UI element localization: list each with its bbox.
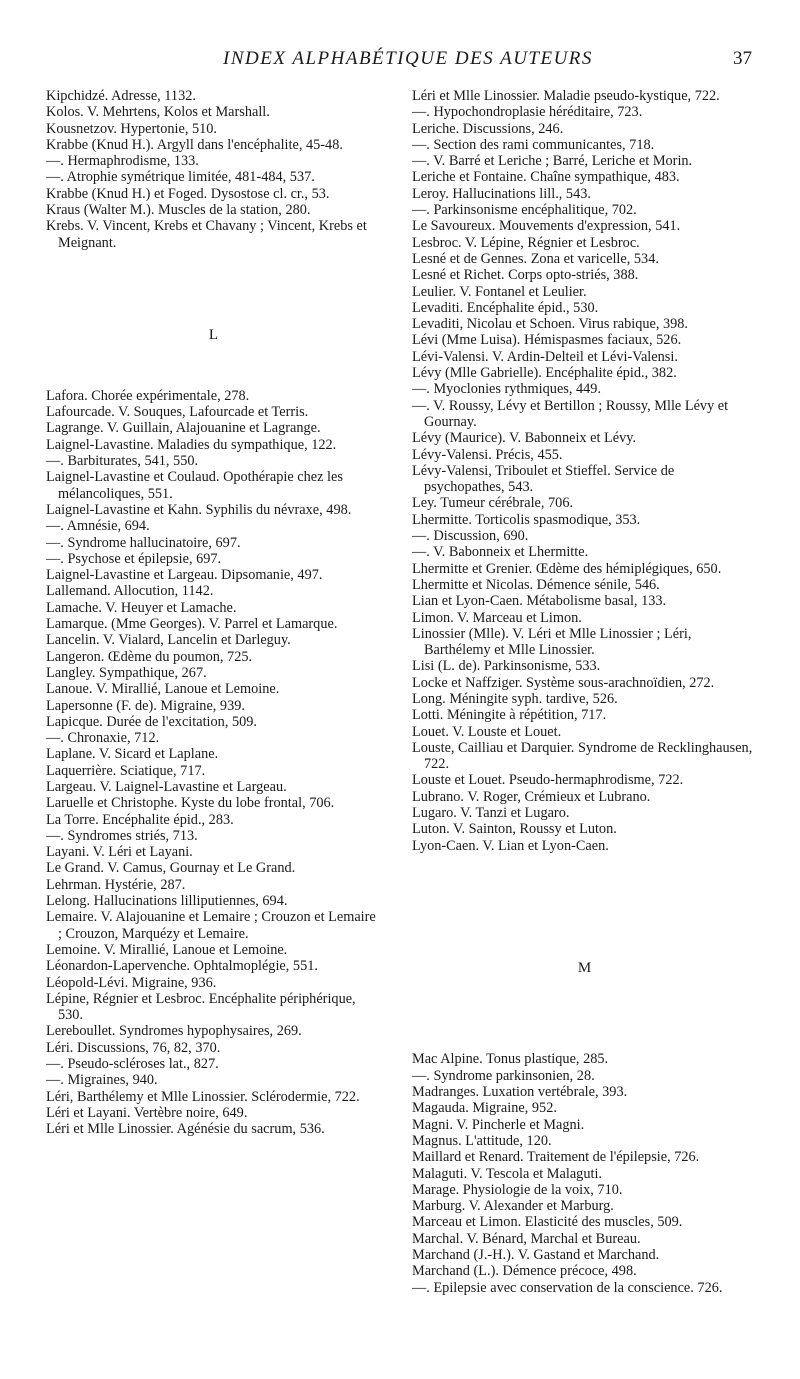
index-entry: Léri. Discussions, 76, 82, 370. bbox=[46, 1039, 221, 1056]
index-entry: Lemaire. V. Alajouanine et Lemaire ; Crouzon et Lemaire ; Crouzon, Marquézy et Lemaire. bbox=[46, 909, 376, 942]
index-entry: Laignel-Lavastine et Kahn. Syphilis du névraxe, 498. bbox=[46, 501, 352, 518]
index-entry: Léri, Barthélemy et Mlle Linossier. Sclérodermie, 722. bbox=[46, 1088, 360, 1105]
spacer bbox=[412, 929, 757, 945]
index-entry: Kraus (Walter M.). Muscles de la station, 280. bbox=[46, 202, 311, 219]
index-entry: —. Epilepsie avec conservation de la conscience. 726. bbox=[412, 1279, 723, 1296]
index-entry: Louste et Louet. Pseudo-hermaphrodisme, 722. bbox=[412, 772, 684, 789]
index-entry: Levaditi, Nicolau et Schoen. Virus rabique, 398. bbox=[412, 316, 689, 333]
index-entry: Kipchidzé. Adresse, 1132. bbox=[46, 88, 196, 104]
spacer bbox=[46, 296, 381, 312]
index-entry: Krabbe (Knud H.). Argyll dans l'encéphalite, 45-48. bbox=[46, 136, 343, 153]
index-entry: Laignel-Lavastine et Coulaud. Opothérapie chez les mélancoliques, 551. bbox=[46, 469, 343, 502]
index-entry: Leriche. Discussions, 246. bbox=[412, 120, 564, 137]
index-entry: Marchand (L.). Démence précoce, 498. bbox=[412, 1263, 637, 1280]
index-entry: Magnus. L'attitude, 120. bbox=[412, 1132, 552, 1149]
index-entry: Laignel-Lavastine. Maladies du sympathique, 122. bbox=[46, 436, 337, 453]
index-entry: Lesné et de Gennes. Zona et varicelle, 534. bbox=[412, 250, 659, 267]
index-entry: —. Myoclonies rythmiques, 449. bbox=[412, 381, 602, 398]
index-entry: —. Psychose et épilepsie, 697. bbox=[46, 550, 222, 567]
spacer bbox=[412, 991, 757, 1007]
index-entry: Lhermitte et Grenier. Œdème des hémiplégiques, 650. bbox=[412, 560, 722, 577]
page-header bbox=[45, 48, 752, 76]
index-entry: —. Amnésie, 694. bbox=[46, 518, 150, 535]
index-entry: —. Pseudo-scléroses lat., 827. bbox=[46, 1056, 219, 1073]
index-entry: Lévy (Maurice). V. Babonneix et Lévy. bbox=[412, 430, 637, 447]
index-entry: —. V. Barré et Leriche ; Barré, Leriche et Morin. bbox=[412, 153, 693, 170]
index-entry: Lelong. Hallucinations lilliputiennes, 694. bbox=[46, 893, 288, 910]
index-entry: —. Parkinsonisme encéphalitique, 702. bbox=[412, 202, 637, 219]
index-entry: Laignel-Lavastine et Largeau. Dipsomanie, 497. bbox=[46, 567, 323, 584]
index-entry: Lehrman. Hystérie, 287. bbox=[46, 876, 186, 893]
index-entry: Léopold-Lévi. Migraine, 936. bbox=[46, 974, 217, 991]
index-entry: —. Syndrome parkinsonien, 28. bbox=[412, 1067, 595, 1084]
index-entry: Malaguti. V. Tescola et Malaguti. bbox=[412, 1165, 602, 1182]
index-entry: —. Syndrome hallucinatoire, 697. bbox=[46, 534, 241, 551]
index-entry: Marchand (J.-H.). V. Gastand et Marchand. bbox=[412, 1247, 660, 1263]
index-entry: Lotti. Méningite à répétition, 717. bbox=[412, 707, 607, 724]
index-entry: Levaditi. Encéphalite épid., 530. bbox=[412, 299, 599, 316]
spacer bbox=[412, 1021, 757, 1037]
index-entry: Laquerrière. Sciatique, 717. bbox=[46, 762, 206, 779]
index-entry: Le Savoureux. Mouvements d'expression, 541. bbox=[412, 218, 681, 235]
index-entry: Lévy (Mlle Gabrielle). Encéphalite épid., 382. bbox=[412, 365, 677, 382]
index-entry: Kolos. V. Mehrtens, Kolos et Marshall. bbox=[46, 104, 270, 121]
index-entry: Layani. V. Léri et Layani. bbox=[46, 844, 193, 861]
index-entry: Lafourcade. V. Souques, Lafourcade et Terris. bbox=[46, 404, 309, 421]
index-entry: Madranges. Luxation vertébrale, 393. bbox=[412, 1084, 628, 1101]
index-entry: Laplane. V. Sicard et Laplane. bbox=[46, 746, 219, 763]
index-entry: —. Discussion, 690. bbox=[412, 528, 529, 545]
index-entry: Langley. Sympathique, 267. bbox=[46, 664, 207, 681]
index-entry: Léri et Mlle Linossier. Maladie pseudo-kystique, 722. bbox=[412, 88, 720, 104]
index-entry: —. Syndromes striés, 713. bbox=[46, 827, 198, 844]
index-entry: Lépine, Régnier et Lesbroc. Encéphalite périphérique, 530. bbox=[46, 990, 356, 1024]
index-entry: Lugaro. V. Tanzi et Lugaro. bbox=[412, 805, 570, 822]
index-entry: Lancelin. V. Vialard, Lancelin et Darleguy. bbox=[46, 632, 291, 649]
index-entry: Lapicque. Durée de l'excitation, 509. bbox=[46, 713, 257, 730]
index-entry: —. Barbiturates, 541, 550. bbox=[46, 453, 199, 470]
index-entry: Marchal. V. Bénard, Marchal et Bureau. bbox=[412, 1230, 641, 1247]
index-entry: Magni. V. Pincherle et Magni. bbox=[412, 1116, 585, 1133]
index-entry: Lagrange. V. Guillain, Alajouanine et Lagrange. bbox=[46, 420, 321, 437]
index-entry: Largeau. V. Laignel-Lavastine et Largeau. bbox=[46, 778, 287, 795]
index-entry: —. Section des rami communicantes, 718. bbox=[412, 136, 655, 153]
index-entry: Lemoine. V. Mirallié, Lanoue et Lemoine. bbox=[46, 941, 288, 958]
index-entry: Limon. V. Marceau et Limon. bbox=[412, 609, 582, 626]
index-entry: La Torre. Encéphalite épid., 283. bbox=[46, 811, 234, 828]
index-entry: Marburg. V. Alexander et Marburg. bbox=[412, 1198, 614, 1215]
running-title: INDEX ALPHABÉTIQUE DES AUTEURS bbox=[223, 48, 593, 69]
index-entry: Lyon-Caen. V. Lian et Lyon-Caen. bbox=[412, 837, 609, 854]
index-entry: Mac Alpine. Tonus plastique, 285. bbox=[412, 1051, 609, 1068]
index-entry: —. Chronaxie, 712. bbox=[46, 730, 160, 747]
index-entry: Lereboullet. Syndromes hypophysaires, 269. bbox=[46, 1023, 302, 1040]
index-entry: Léri et Layani. Vertèbre noire, 649. bbox=[46, 1104, 248, 1121]
section-letter: M bbox=[577, 959, 592, 976]
index-entry: Lévi (Mme Luisa). Hémispasmes faciaux, 526. bbox=[412, 332, 682, 349]
index-entry: Léri et Mlle Linossier. Agénésie du sacrum, 536. bbox=[46, 1121, 325, 1138]
index-entry: Locke et Naffziger. Système sous-arachnoïdien, 272. bbox=[412, 674, 715, 691]
index-entry: Lhermitte. Torticolis spasmodique, 353. bbox=[412, 511, 641, 528]
index-entry: Krabbe (Knud H.) et Foged. Dysostose cl. cr., 53. bbox=[46, 185, 330, 202]
index-entry: Magauda. Migraine, 952. bbox=[412, 1100, 557, 1117]
index-entry: Louet. V. Louste et Louet. bbox=[412, 723, 562, 740]
index-entry: Leroy. Hallucinations lill., 543. bbox=[412, 185, 591, 202]
index-entry: —. Hermaphrodisme, 133. bbox=[46, 153, 199, 170]
index-entry: Lisi (L. de). Parkinsonisme, 533. bbox=[412, 658, 601, 675]
index-entry: Lubrano. V. Roger, Crémieux et Lubrano. bbox=[412, 788, 651, 805]
index-entry: Langeron. Œdème du poumon, 725. bbox=[46, 648, 253, 665]
index-entry: —. V. Roussy, Lévy et Bertillon ; Roussy, Mlle Lévy et Gournay. bbox=[412, 397, 729, 430]
index-entry: —. Atrophie symétrique limitée, 481-484, 537. bbox=[46, 169, 315, 186]
index-entry: Lévy-Valensi. Précis, 455. bbox=[412, 446, 563, 463]
index-entry: Léonardon-Lapervenche. Ophtalmoplégie, 551. bbox=[46, 958, 318, 975]
spacer bbox=[46, 265, 381, 281]
index-entry: Kousnetzov. Hypertonie, 510. bbox=[46, 120, 217, 137]
index-entry: Lévi-Valensi. V. Ardin-Delteil et Lévi-Valensi. bbox=[412, 348, 678, 365]
index-entry: Linossier (Mlle). V. Léri et Mlle Linossier ; Léri, Barthélemy et Mlle Linossier. bbox=[412, 625, 692, 659]
index-entry: Louste, Cailliau et Darquier. Syndrome de Recklinghausen, 722. bbox=[412, 739, 753, 773]
index-entry: Leulier. V. Fontanel et Leulier. bbox=[412, 283, 587, 300]
index-entry: Lhermitte et Nicolas. Démence sénile, 546. bbox=[412, 576, 660, 593]
index-entry: Lamache. V. Heuyer et Lamache. bbox=[46, 599, 237, 616]
index-entry: Krebs. V. Vincent, Krebs et Chavany ; Vincent, Krebs et Meignant. bbox=[46, 218, 367, 251]
spacer bbox=[412, 899, 757, 915]
section-letter: L bbox=[208, 326, 219, 343]
index-entry: Luton. V. Sainton, Roussy et Luton. bbox=[412, 821, 617, 838]
index-entry: Lesné et Richet. Corps opto-striés, 388. bbox=[412, 267, 639, 284]
index-entry: —. Migraines, 940. bbox=[46, 1072, 158, 1089]
index-entry: Le Grand. V. Camus, Gournay et Le Grand. bbox=[46, 860, 296, 877]
spacer bbox=[46, 358, 381, 374]
index-entry: Lamarque. (Mme Georges). V. Parrel et Lamarque. bbox=[46, 616, 338, 633]
index-entry: —. Hypochondroplasie héréditaire, 723. bbox=[412, 104, 643, 121]
index-entry: Laruelle et Christophe. Kyste du lobe frontal, 706. bbox=[46, 795, 335, 812]
right-column bbox=[412, 88, 757, 1296]
index-entry: Lian et Lyon-Caen. Métabolisme basal, 133. bbox=[412, 593, 667, 610]
index-entry: —. V. Babonneix et Lhermitte. bbox=[412, 544, 589, 561]
spacer bbox=[412, 868, 757, 884]
index-entry: Lanoue. V. Mirallié, Lanoue et Lemoine. bbox=[46, 681, 280, 698]
index-entry: Lafora. Chorée expérimentale, 278. bbox=[46, 387, 250, 404]
index-entry: Long. Méningite syph. tardive, 526. bbox=[412, 690, 618, 707]
index-entry: Lévy-Valensi, Triboulet et Stieffel. Service de psychopathes, 543. bbox=[412, 462, 675, 496]
left-column bbox=[46, 88, 381, 1138]
index-entry: Lallemand. Allocution, 1142. bbox=[46, 583, 214, 600]
index-entry: Lapersonne (F. de). Migraine, 939. bbox=[46, 697, 245, 714]
index-entry: Marceau et Limon. Elasticité des muscles, 509. bbox=[412, 1214, 683, 1231]
index-entry: Maillard et Renard. Traitement de l'épilepsie, 726. bbox=[412, 1149, 700, 1166]
index-entry: Marage. Physiologie de la voix, 710. bbox=[412, 1181, 623, 1198]
index-entry: Lesbroc. V. Lépine, Régnier et Lesbroc. bbox=[412, 234, 640, 251]
index-entry: Leriche et Fontaine. Chaîne sympathique, 483. bbox=[412, 169, 680, 186]
page-number: 37 bbox=[733, 48, 752, 69]
index-entry: Ley. Tumeur cérébrale, 706. bbox=[412, 495, 574, 512]
